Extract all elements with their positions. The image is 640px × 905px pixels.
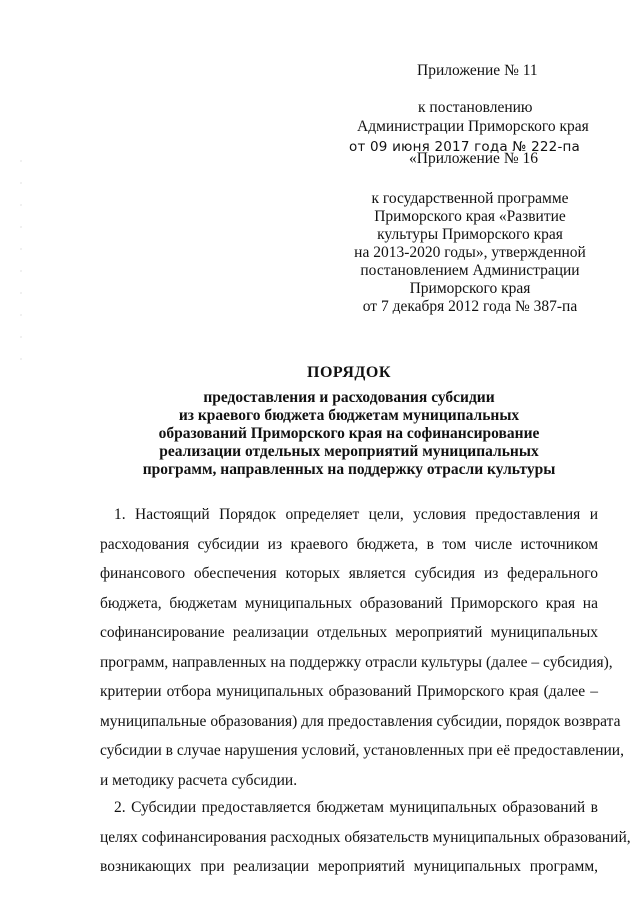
- paragraph-line: целях софинансирования расходных обязательств муниципальных образований,: [100, 828, 631, 846]
- program-line: культуры Приморского края: [377, 226, 563, 243]
- paragraph-2: [100, 793, 631, 882]
- subtitle-line: предоставления и расходования субсидии: [203, 389, 495, 406]
- paragraph-line: возникающих при реализации мероприятий муниципальных программ,: [100, 858, 598, 875]
- paragraph-line: бюджета, бюджетам муниципальных образований Приморского края на: [100, 594, 598, 612]
- program-line: Приморского края: [409, 280, 531, 297]
- subtitle-line: из краевого бюджета бюджетам муниципальных: [178, 407, 520, 424]
- paragraph-1: [100, 500, 624, 795]
- program-line: к государственной программе: [371, 190, 569, 207]
- scan-margin-dots: [20, 150, 22, 380]
- program-line: постановлением Администрации: [360, 262, 580, 279]
- document-title: ПОРЯДОК: [307, 364, 391, 381]
- paragraph-line: программ, направленных на поддержку отрасли культуры (далее – субсидия),: [100, 653, 613, 671]
- appendix-title: Приложение № 11: [417, 62, 538, 79]
- dated-stamp: от 09 июня 2017 года № 222-па: [349, 139, 581, 155]
- paragraph-line: расходования субсидии из краевого бюджета, в том числе источником: [100, 535, 598, 553]
- document-subtitle: [100, 389, 598, 479]
- paragraph-line: и методику расчета субсидии.: [100, 771, 298, 789]
- subtitle-line: образований Приморского края на софинансирование: [158, 425, 540, 442]
- subtitle-line: реализации отдельных мероприятий муниципальных: [159, 443, 539, 460]
- paragraph-line: критерии отбора муниципальных образований Приморского края (далее –: [100, 683, 598, 700]
- paragraph-line: муниципальные образования) для предоставления субсидии, порядок возврата: [100, 712, 621, 730]
- administration-line: Администрации Приморского края: [357, 118, 589, 135]
- paragraph-line: софинансирование реализации отдельных мероприятий муниципальных: [100, 624, 598, 641]
- program-reference: [340, 190, 600, 316]
- to-resolution: к постановлению: [418, 99, 533, 116]
- paragraph-line: 2. Субсидии предоставляется бюджетам муниципальных образований в: [114, 799, 598, 816]
- program-line: на 2013-2020 годы», утвержденной: [354, 244, 586, 261]
- program-line: от 7 декабря 2012 года № 387-па: [362, 298, 578, 315]
- paragraph-line: 1. Настоящий Порядок определяет цели, условия предоставления и: [114, 506, 598, 523]
- appendix16-line: «Приложение № 16: [409, 150, 538, 167]
- program-line: Приморского края «Развитие: [374, 208, 566, 225]
- paragraph-line: финансового обеспечения которых является субсидия из федерального: [100, 565, 598, 582]
- paragraph-line: субсидии в случае нарушения условий, установленных при её предоставлении,: [100, 742, 624, 759]
- subtitle-line: программ, направленных на поддержку отрасли культуры: [142, 461, 556, 478]
